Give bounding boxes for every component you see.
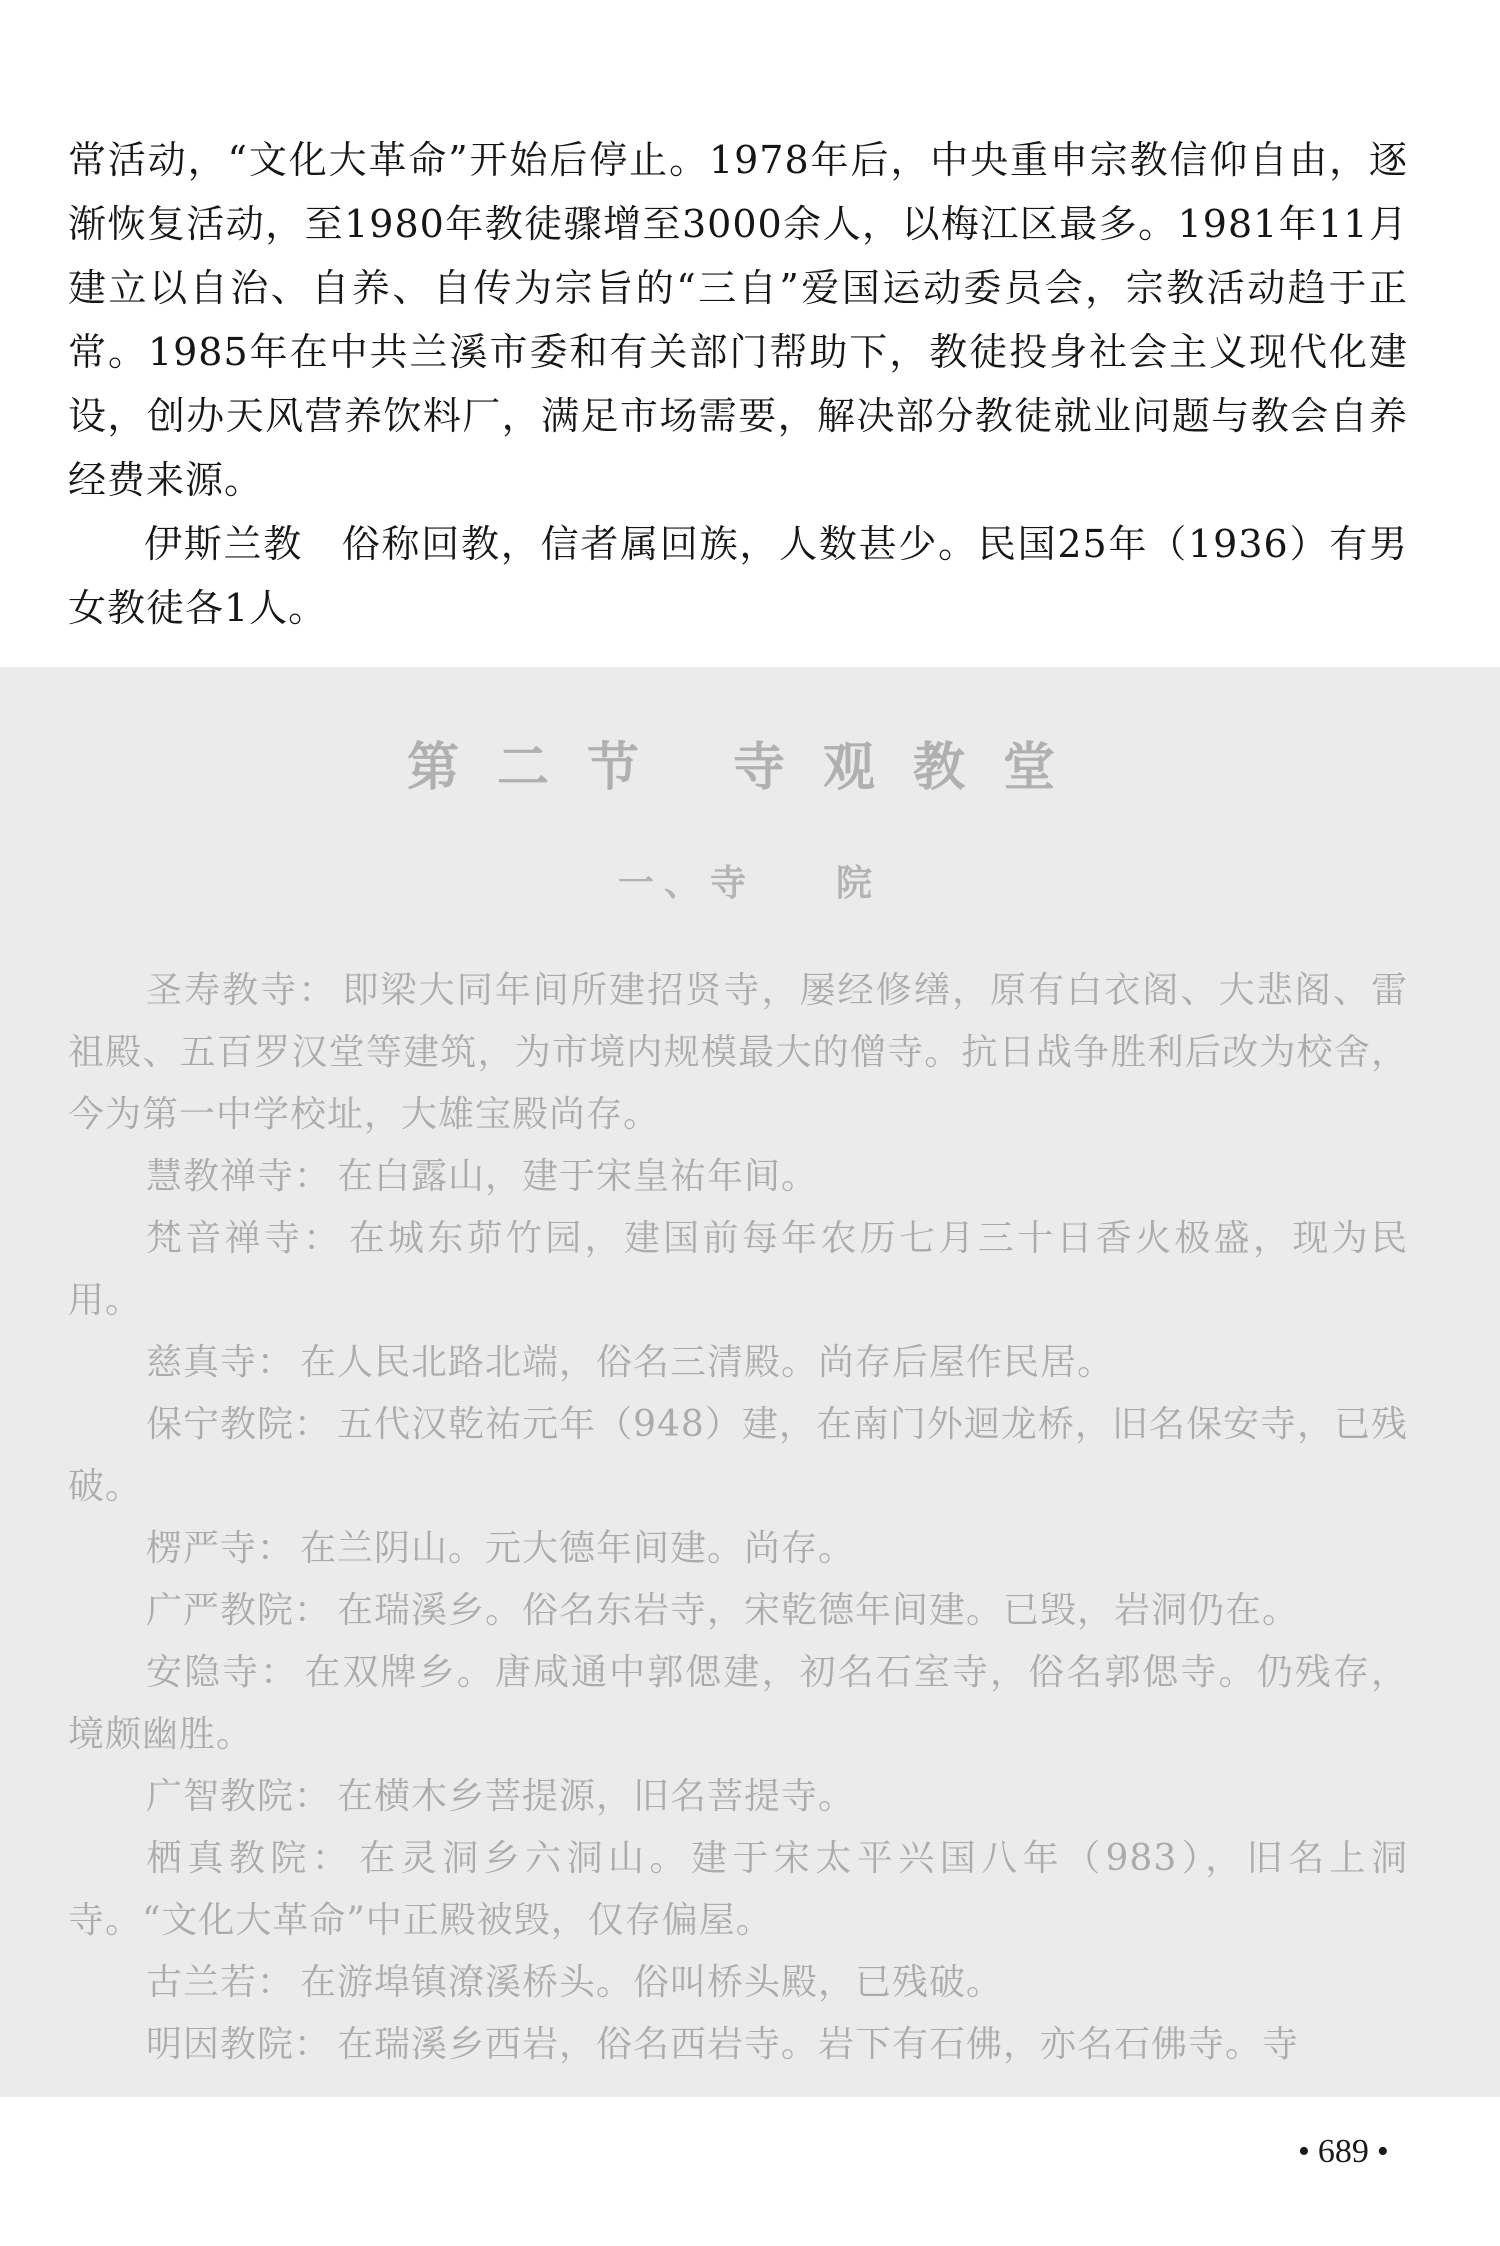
temple-entry: 保宁教院： 五代汉乾祐元年（948）建，在南门外迴龙桥，旧名保安寺，已残破。	[68, 1404, 1408, 1507]
temple-entry: 安隐寺： 在双牌乡。唐咸通中郭偲建，初名石室寺，俗名郭偲寺。仍残存，境颇幽胜。	[68, 1652, 1408, 1755]
temple-entry: 广严教院： 在瑞溪乡。俗名东岩寺，宋乾德年间建。已毁，岩洞仍在。	[146, 1590, 1300, 1631]
temple-entry: 慈真寺： 在人民北路北端，俗名三清殿。尚存后屋作民居。	[146, 1342, 1115, 1383]
subsection-title: 一、寺 院	[617, 862, 883, 904]
temple-entry: 楞严寺： 在兰阴山。元大德年间建。尚存。	[146, 1528, 856, 1569]
section-title: 第二节 寺观教堂	[406, 737, 1094, 798]
temple-entry: 明因教院： 在瑞溪乡西岩，俗名西岩寺。岩下有石佛，亦名石佛寺。寺	[146, 2024, 1300, 2065]
temple-entry: 栖真教院： 在灵洞乡六洞山。建于宋太平兴国八年（983），旧名上洞寺。“文化大革命”中正殿被毁，仅存偏屋。	[68, 1838, 1408, 1941]
christianity-paragraph: 常活动，“文化大革命”开始后停止。1978年后，中央重申宗教信仰自由，逐渐恢复活动，至1980年教徒骤增至3000余人，以梅江区最多。1981年11月建立以自治、自养、自传为宗旨的“三自”爱国运动委员会，宗教活动趋于正常。1985年在中共兰溪市委和有关部门帮助下，教徒投身社会主义现代化建设，创办天风营养饮料厂，满足市场需要，解决部分教徒就业问题与教会自养经费来源。	[68, 138, 1408, 502]
temple-list	[68, 960, 1408, 2076]
temple-entry: 古兰若： 在游埠镇潦溪桥头。俗叫桥头殿，已残破。	[146, 1962, 1004, 2003]
temple-entry: 慧教禅寺： 在白露山，建于宋皇祐年间。	[146, 1156, 819, 1197]
temple-entry: 广智教院： 在横木乡菩提源，旧名菩提寺。	[146, 1776, 856, 1817]
temple-entry: 梵音禅寺： 在城东茆竹园，建国前每年农历七月三十日香火极盛，现为民用。	[68, 1218, 1408, 1321]
islam-text: 俗称回教，信者属回族，人数甚少。民国25年（1936）有男女教徒各1人。	[68, 522, 1408, 630]
page-number: • 689 •	[1298, 2133, 1389, 2170]
temple-entry: 圣寿教寺： 即梁大同年间所建招贤寺，屡经修缮，原有白衣阁、大悲阁、雷祖殿、五百罗汉堂等建筑，为市境内规模最大的僧寺。抗日战争胜利后改为校舍，今为第一中学校址，大雄宝殿尚存。	[68, 970, 1408, 1135]
islam-term: 伊斯兰教	[144, 522, 304, 566]
islam-paragraph	[68, 512, 1408, 640]
top-text-block	[68, 128, 1408, 640]
